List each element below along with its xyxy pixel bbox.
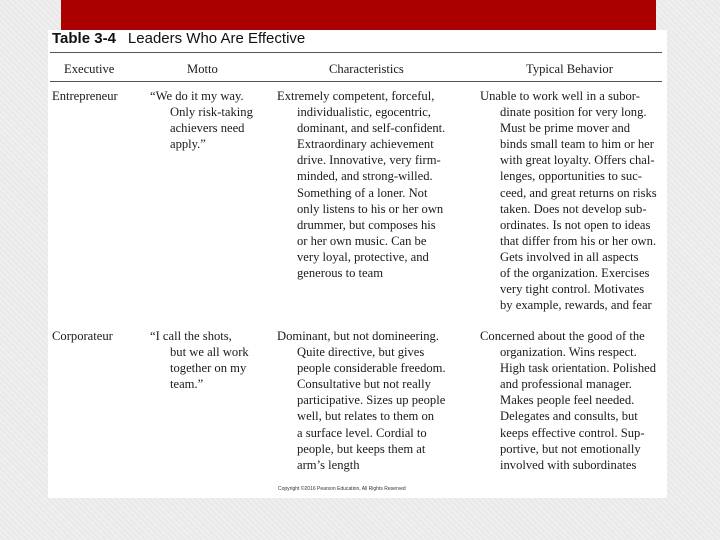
table-title: Leaders Who Are Effective (127, 30, 306, 47)
row-corporateur-behavior: Concerned about the good of the organization. Wins respect. High task orientation. Polished and professional manager. Makes people feel needed. Delegates and consults, but keeps effective control. Sup- portive, but not emotionally involved with subordinates (480, 329, 657, 472)
header-top-rule (50, 52, 662, 53)
row-corporateur-motto: “I call the shots, but we all work together on my team.” (150, 329, 249, 392)
table-caption (52, 30, 305, 47)
row-entrepreneur-executive: Entrepreneur (52, 89, 118, 103)
title-bar-accent (61, 0, 656, 30)
table-panel (48, 30, 667, 498)
row-entrepreneur-behavior: Unable to work well in a subor- dinate position for very long. Must be prime mover and binds small team to him or her with great loyalty. Offers chal- lenges, opportunities to suc- ceed, and great returns on risks taken. Does not develop sub- ordinates. Is not open to ideas that differ from his or her own. Gets involved in all aspects of the organization. Exercises very tight control. Motivates by example, rewards, and fear (480, 89, 657, 313)
row-corporateur-characteristics: Dominant, but not domineering. Quite directive, but gives people considerable freedom. Consultative but not really participative. Sizes up people well, but relates to them on a surface level. Cordial to people, but keeps them at arm’s length (277, 329, 446, 472)
row-corporateur-executive: Corporateur (52, 329, 113, 343)
row-entrepreneur-characteristics: Extremely competent, forceful, individualistic, egocentric, dominant, and self-confident. Extraordinary achievement drive. Innovative, very firm- minded, and strong-willed. Something of a loner. Not only listens to his or her own drummer, but composes his or her own music. Can be very loyal, protective, and generous to team (277, 89, 446, 281)
row-entrepreneur-motto: “We do it my way. Only risk-taking achievers need apply.” (150, 89, 253, 152)
header-typical-behavior: Typical Behavior (526, 62, 613, 76)
header-motto: Motto (187, 62, 218, 76)
header-characteristics: Characteristics (329, 62, 404, 76)
header-bottom-rule (50, 81, 662, 82)
header-executive: Executive (64, 62, 115, 76)
copyright-notice: Copyright ©2016 Pearson Education, All Rights Reserved (278, 486, 406, 492)
table-number: Table 3-4 (52, 30, 116, 47)
